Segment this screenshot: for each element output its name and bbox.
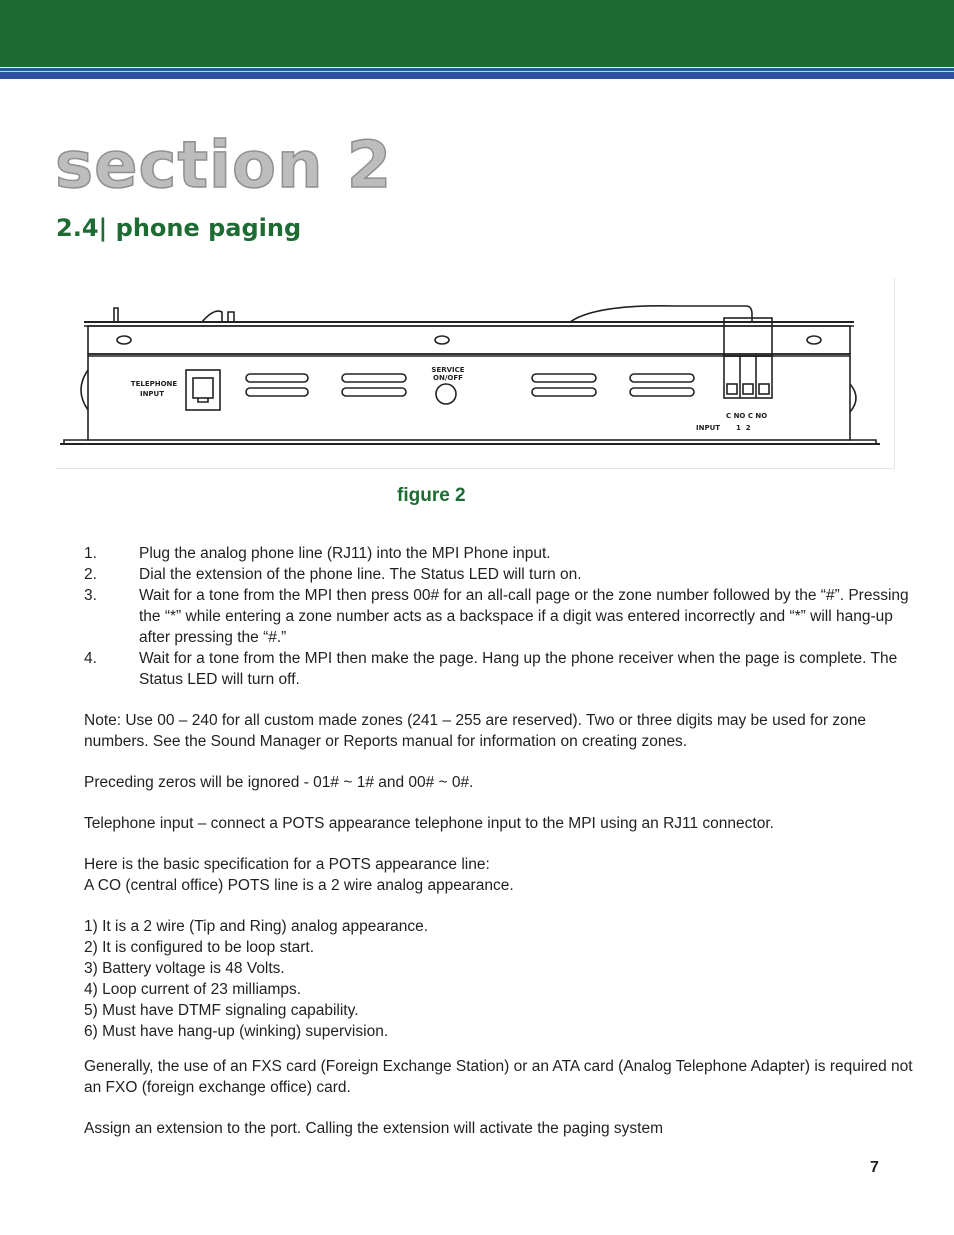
subsection-title: 2.4| phone paging [56,214,302,242]
list-item [84,543,914,564]
step-text: Dial the extension of the phone line. The Status LED will turn on. [139,566,582,583]
step-text: Plug the analog phone line (RJ11) into the MPI Phone input. [139,545,551,562]
spec-item: 5) Must have DTMF signaling capability. [84,1002,359,1019]
device-figure [56,278,895,469]
step-number: 3. [84,587,97,604]
page-number: 7 [870,1159,879,1176]
terminal-label-top: C NO C NO [726,412,768,420]
terminal-label-bottom: 1 2 [736,424,751,432]
list-item [84,648,914,690]
input-label: INPUT [696,424,721,432]
header-band [0,0,954,67]
spec-intro-line-1: Here is the basic specification for a POTS appearance line: [84,856,490,873]
spec-item: 4) Loop current of 23 milliamps. [84,981,302,998]
step-number: 4. [84,650,97,667]
section-title: section 2 [55,129,393,203]
figure-caption: figure 2 [397,485,466,506]
assign-paragraph: Assign an extension to the port. Calling the extension will activate the paging system [84,1120,663,1137]
telephone-label-2: INPUT [139,390,165,398]
spec-item: 1) It is a 2 wire (Tip and Ring) analog appearance. [84,918,429,935]
device-drawing [56,278,894,468]
list-item [84,564,914,585]
body-text [84,543,914,1139]
step-text: Wait for a tone from the MPI then make the page. Hang up the phone receiver when the page is complete. The Status LED will turn off. [139,650,898,688]
service-label-1: SERVICE [431,366,465,374]
step-text: Wait for a tone from the MPI then press 00# for an all-call page or the zone number followed by the “#”. Pressing the “*” while entering a zone number acts as a backspace if a digit was entered incorrectly and “*” will hang-up after pressing the “#.” [139,587,909,646]
zeros-paragraph: Preceding zeros will be ignored - 01# ~ 1# and 00# ~ 0#. [84,774,474,791]
spec-item: 2) It is configured to be loop start. [84,939,315,956]
steps-list [84,543,914,690]
step-number: 1. [84,545,97,562]
note-paragraph: Note: Use 00 – 240 for all custom made zones (241 – 255 are reserved). Two or three digits may be used for zone numbers. See the Sound Manager or Reports manual for information on creating zones. [84,712,867,750]
list-item [84,585,914,648]
telephone-label-1: TELEPHONE [130,380,178,388]
header-stripe-lower [0,72,954,79]
service-label-2: ON/OFF [433,374,463,382]
step-number: 2. [84,566,97,583]
spec-intro-line-2: A CO (central office) POTS line is a 2 wire analog appearance. [84,877,514,894]
telephone-input-paragraph: Telephone input – connect a POTS appearance telephone input to the MPI using an RJ11 connector. [84,815,774,832]
generally-paragraph: Generally, the use of an FXS card (Foreign Exchange Station) or an ATA card (Analog Telephone Adapter) is required not an FXO (foreign exchange office) card. [84,1058,913,1096]
spec-item: 6) Must have hang-up (winking) supervision. [84,1023,389,1040]
spec-item: 3) Battery voltage is 48 Volts. [84,960,285,977]
